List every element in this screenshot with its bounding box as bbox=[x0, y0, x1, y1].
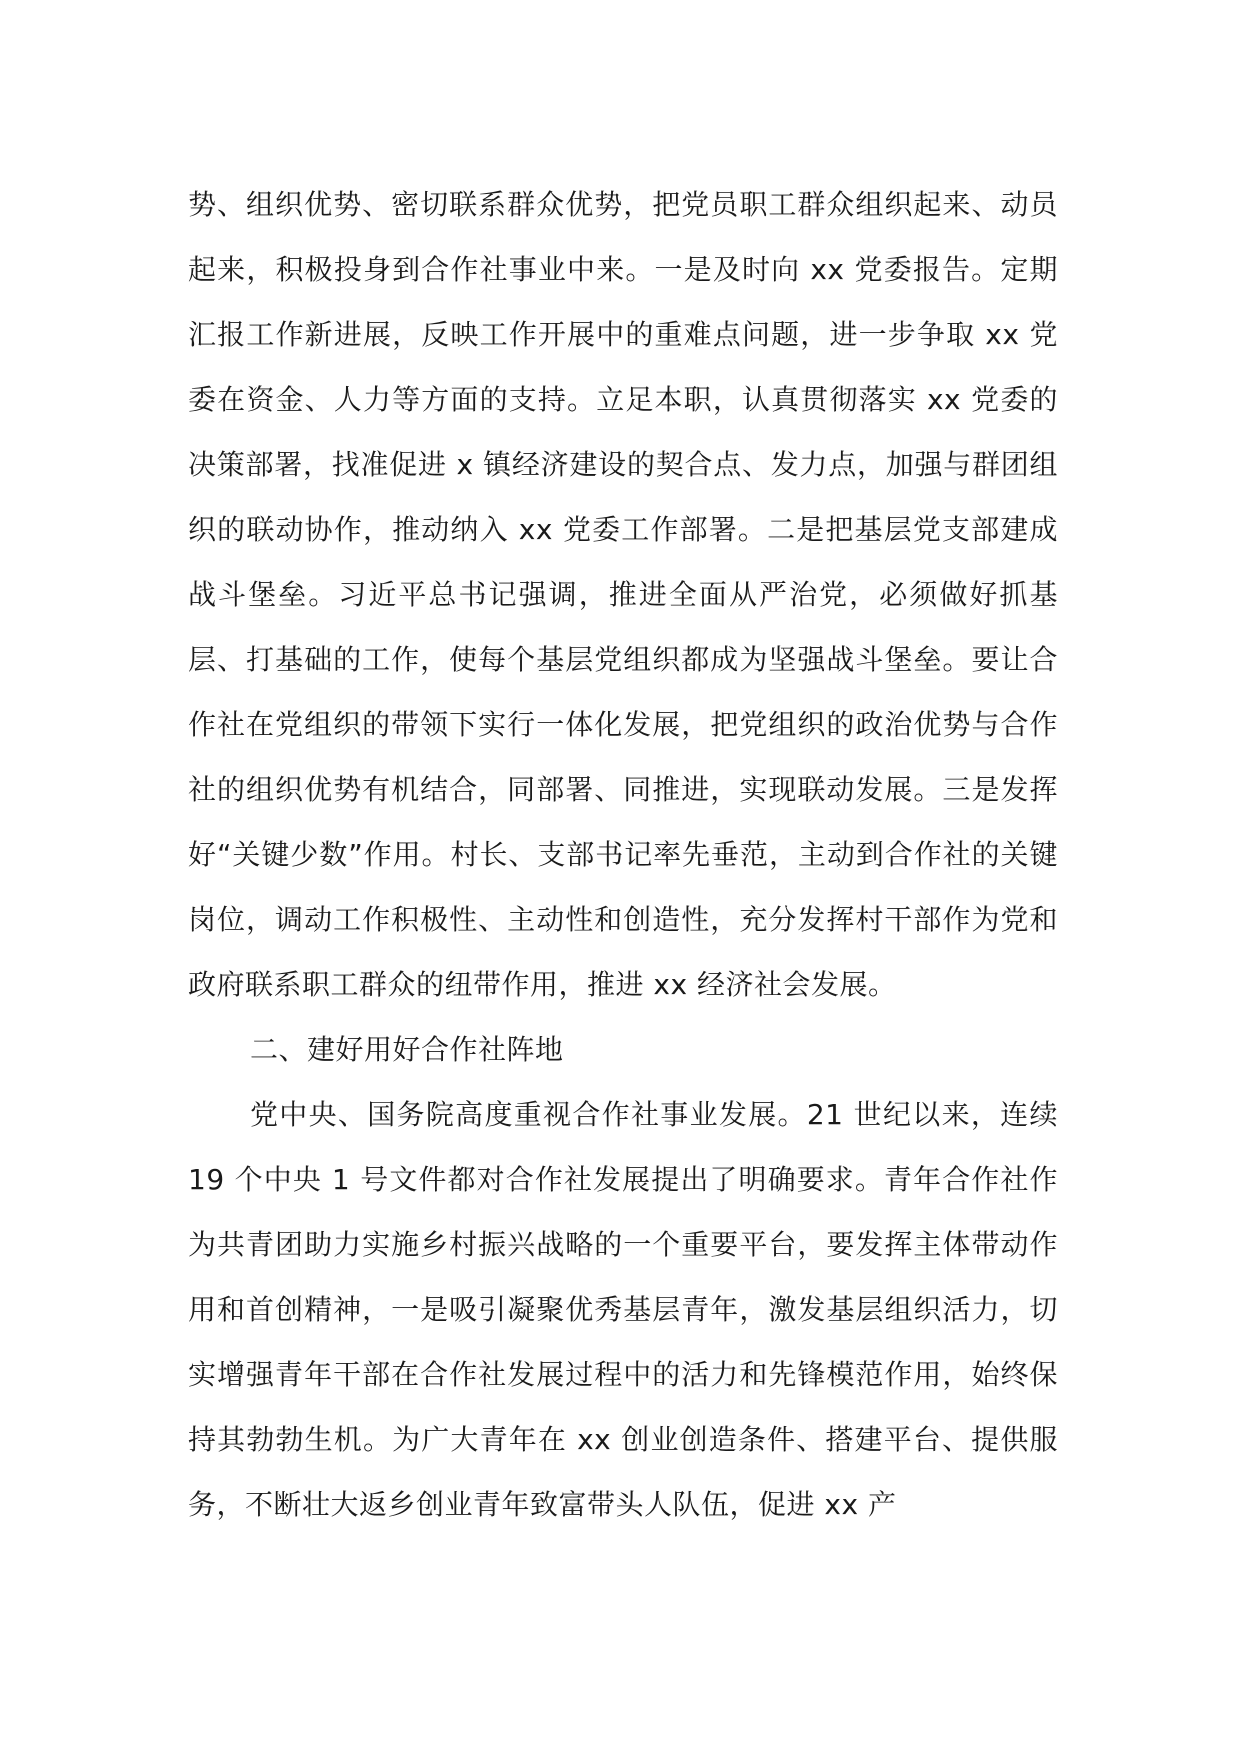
body-paragraph-1: 势、组织优势、密切联系群众优势，把党员职工群众组织起来、动员起来，积极投身到合作社事业中来。一是及时向 xx 党委报告。定期汇报工作新进展，反映工作开展中的重难点问题，进一步争取 xx 党委在资金、人力等方面的支持。立足本职，认真贯彻落实 xx 党委的决策部署，找准促进 x 镇经济建设的契合点、发力点，加强与群团组织的联动协作，推动纳入 xx 党委工作部署。二是把基层党支部建成战斗堡垒。习近平总书记强调，推进全面从严治党，必须做好抓基层、打基础的工作，使每个基层党组织都成为坚强战斗堡垒。要让合作社在党组织的带领下实行一体化发展，把党组织的政治优势与合作社的组织优势有机结合，同部署、同推进，实现联动发展。三是发挥好“关键少数”作用。村长、支部书记率先垂范，主动到合作社的关键岗位，调动工作积极性、主动性和创造性，充分发挥村干部作为党和政府联系职工群众的纽带作用，推进 xx 经济社会发展。 bbox=[188, 188, 1058, 1001]
document-body bbox=[188, 172, 1058, 1537]
section-heading: 二、建好用好合作社阵地 bbox=[250, 1033, 564, 1066]
body-paragraph-2: 党中央、国务院高度重视合作社事业发展。21 世纪以来，连续 19 个中央 1 号文件都对合作社发展提出了明确要求。青年合作社作为共青团助力实施乡村振兴战略的一个重要平台，要发挥主体带动作用和首创精神，一是吸引凝聚优秀基层青年，激发基层组织活力，切实增强青年干部在合作社发展过程中的活力和先锋模范作用，始终保持其勃勃生机。为广大青年在 xx 创业创造条件、搭建平台、提供服务，不断壮大返乡创业青年致富带头人队伍，促进 xx 产 bbox=[188, 1098, 1058, 1521]
